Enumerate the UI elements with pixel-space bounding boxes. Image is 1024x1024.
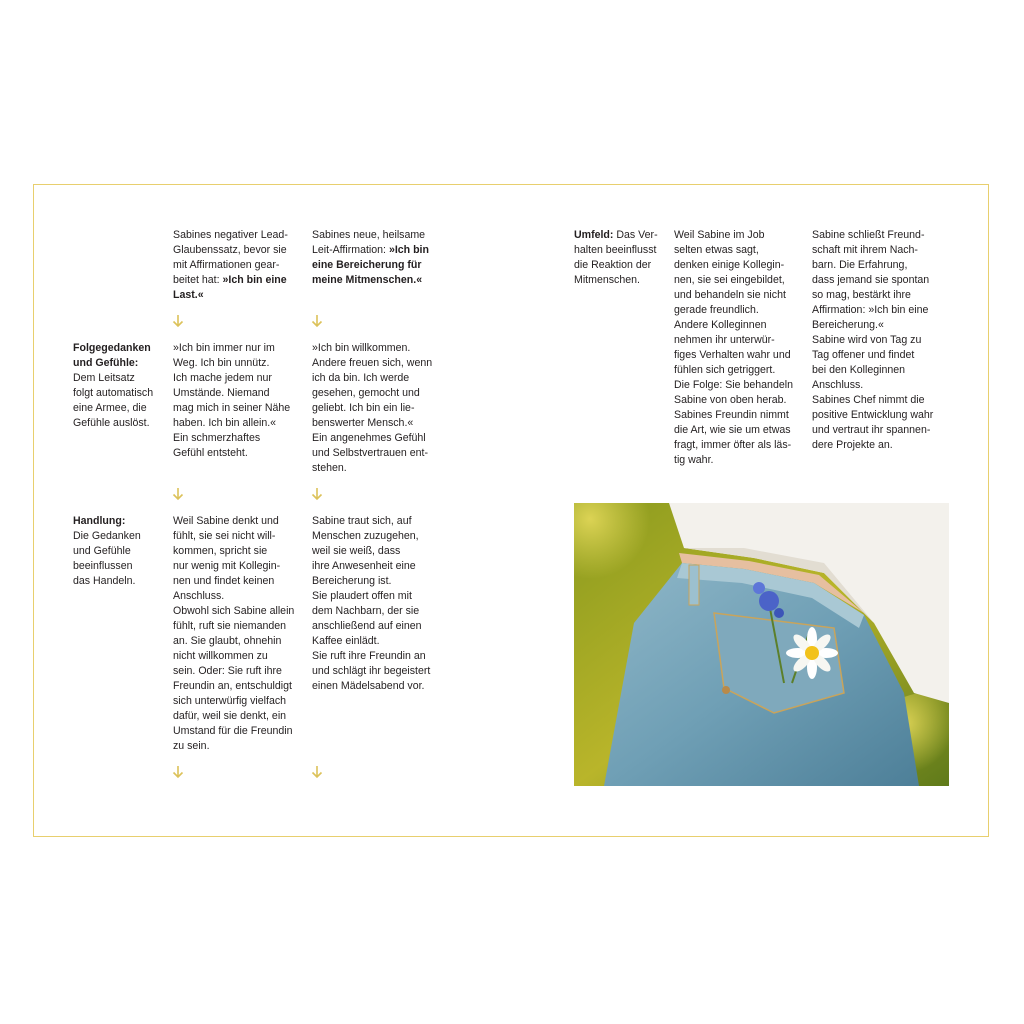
arrow-down-icon bbox=[311, 314, 323, 328]
row-label-body: Dem Leitsatz folgt automatisch eine Armee, die Gefühle auslöst. bbox=[73, 372, 154, 429]
row-label-umfeld bbox=[574, 228, 669, 288]
arrow-down-icon bbox=[172, 765, 184, 779]
positive-thoughts: »Ich bin willkommen. Andere freuen sich, wenn ich da bin. Ich werde gesehen, gemocht und geliebt. Ich bin ein lie- benswerter Mensch.« Ein angenehmes Gefühl und Selbstvertrauen ent- stehen. bbox=[312, 342, 433, 474]
positive-environment: Sabine schließt Freund- schaft mit ihrem Nach- barn. Die Erfahrung, dass jemand sie spontan so mag, bestärkt ihre Affirmation: »Ich bin eine Bereicherung.« Sabine wird von Tag zu Tag offener und findet bei den Kolleginnen Anschluss. Sabines Chef nimmt die positive Entwicklung wahr und vertraut ihr spannen- dere Projekte an. bbox=[812, 229, 934, 451]
row-label-title: Handlung: bbox=[73, 515, 126, 527]
arrow-down-icon bbox=[172, 487, 184, 501]
row-label-body: Das Ver- halten beeinflusst die Reaktion der Mitmenschen. bbox=[574, 229, 658, 286]
arrow-down-icon bbox=[311, 487, 323, 501]
positive-action: Sabine traut sich, auf Menschen zuzugehen, weil sie weiß, dass ihre Anwesenheit eine Bereicherung ist. Sie plaudert offen mit dem Nachbarn, der sie anschließend auf einen Kaffee einlädt. Sie ruft ihre Freundin an und schlägt ihr begeistert einen Mädelsabend vor. bbox=[312, 515, 431, 692]
row-label-title: Umfeld: bbox=[574, 229, 614, 241]
negative-belief-intro bbox=[173, 228, 303, 303]
arrow-down-icon bbox=[172, 314, 184, 328]
row-label-folgegedanken bbox=[73, 341, 168, 431]
arrow-down-icon bbox=[311, 765, 323, 779]
negative-environment: Weil Sabine im Job selten etwas sagt, denken einige Kollegin- nen, sie sei eingebildet, und behandeln sie nicht gerade freundlich. Andere Kolleginnen nehmen ihr unterwür- figes Verhalten wahr und fühlen sich getriggert. Die Folge: Sie behandeln Sabine von oben herab. Sabines Freundin nimmt die Art, wie sie um etwas fragt, immer öfter als läs- tig wahr. bbox=[674, 229, 793, 466]
negative-thoughts: »Ich bin immer nur im Weg. Ich bin unnütz. Ich mache jedem nur Umstände. Niemand mag mich in seiner Nähe haben. Ich bin allein.« Ein schmerzhaftes Gefühl entsteht. bbox=[173, 342, 291, 459]
row-label-handlung bbox=[73, 514, 168, 589]
row-label-body: Die Gedanken und Gefühle beeinflussen das Handeln. bbox=[73, 530, 141, 587]
negative-action: Weil Sabine denkt und fühlt, sie sei nicht will- kommen, spricht sie nur wenig mit Kollegin- nen und findet keinen Anschluss. Obwohl sich Sabine allein fühlt, ruft sie niemanden an. Sie glaubt, ohnehin nicht willkommen zu sein. Oder: Sie ruft ihre Freundin an, entschuldigt sich unterwürfig vielfach dafür, weil sie denkt, ein Umstand für die Freundin zu sein. bbox=[173, 515, 295, 752]
intro-bold: »Ich bin eine Last.« bbox=[173, 274, 287, 301]
intro-text: Sabines negativer Lead- Glaubenssatz, bevor sie mit Affirmationen gear- beitet hat: bbox=[173, 229, 288, 286]
photo-jeans-flowers bbox=[574, 503, 949, 786]
photo-illustration bbox=[574, 503, 949, 786]
row-label-title: Folgegedanken und Gefühle: bbox=[73, 342, 151, 369]
positive-affirmation-intro bbox=[312, 228, 447, 288]
intro-bold: »Ich bin eine Bereicherung für meine Mitmenschen.« bbox=[312, 244, 429, 286]
intro-text: Sabines neue, heilsame Leit-Affirmation: bbox=[312, 229, 426, 256]
